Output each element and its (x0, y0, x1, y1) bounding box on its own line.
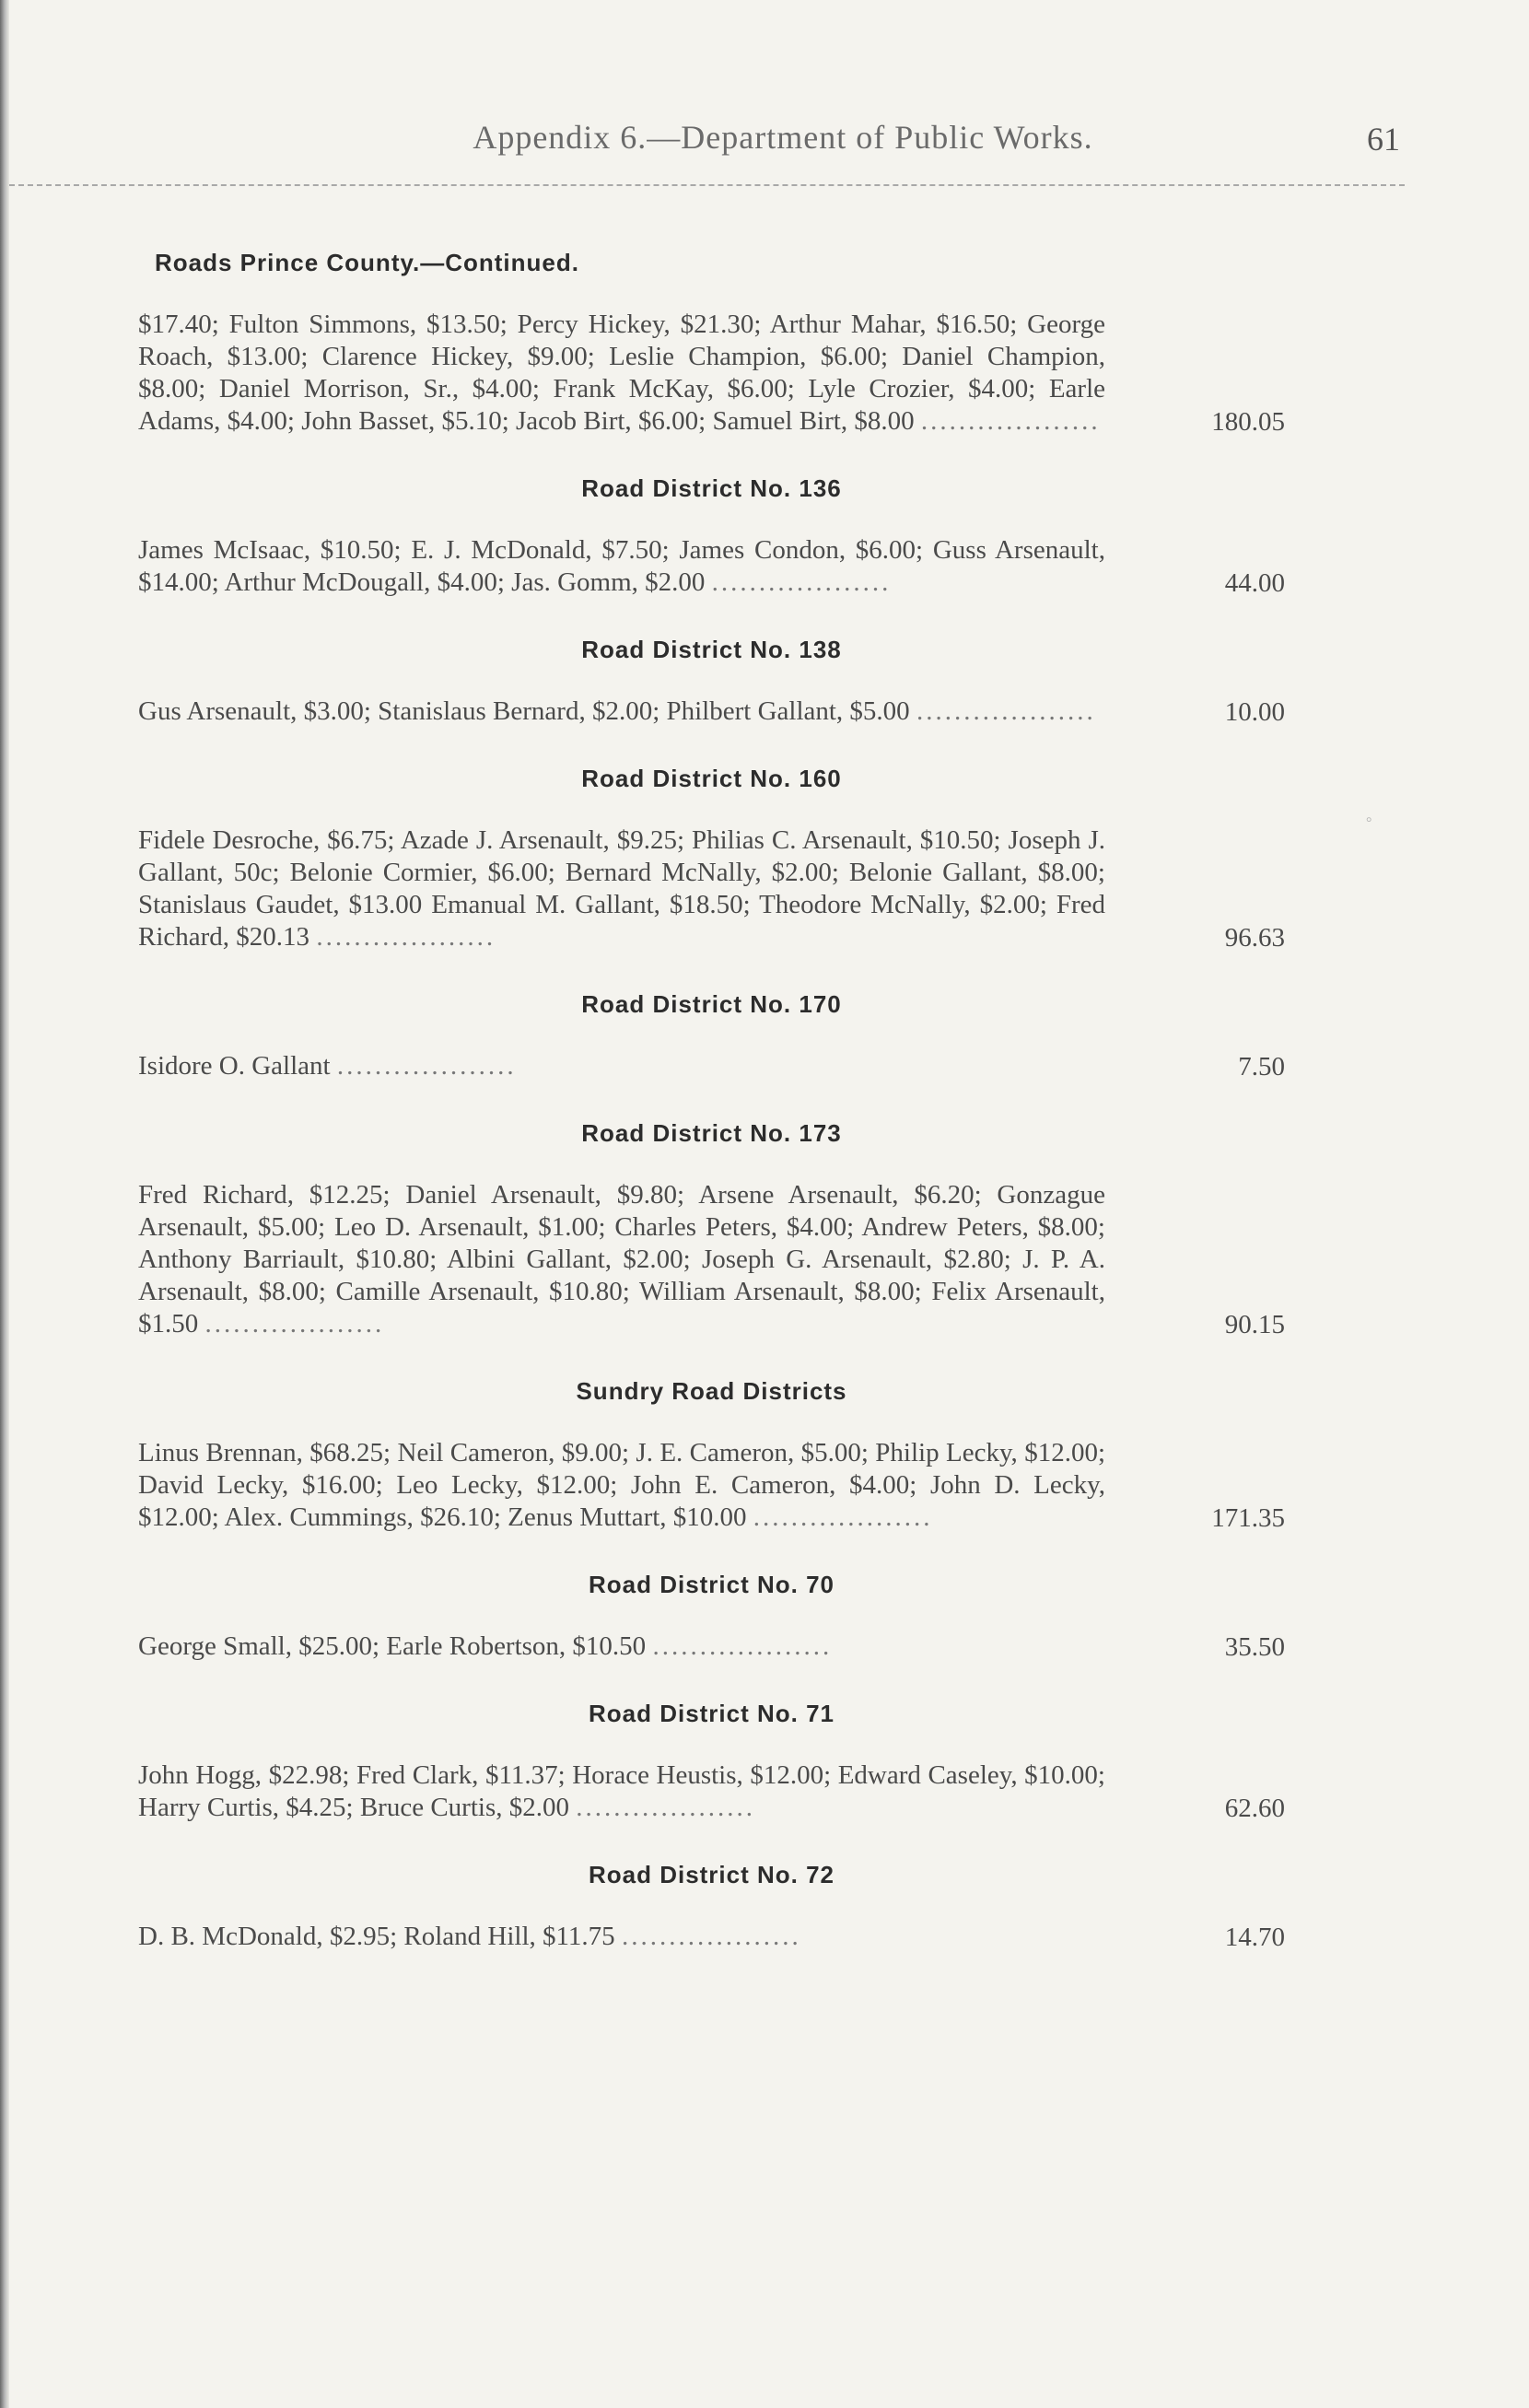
entry-total: 44.00 (1224, 568, 1285, 598)
entry-total: 10.00 (1224, 697, 1285, 727)
entry-total: 180.05 (1211, 407, 1285, 437)
page-binding-edge (0, 0, 9, 2408)
entry-text: D. B. McDonald, $2.95; Roland Hill, $11.75 ................... (138, 1922, 801, 1951)
section-entry (138, 1050, 1285, 1082)
page-number: 61 (1367, 121, 1400, 158)
entry-text: John Hogg, $22.98; Fred Clark, $11.37; Horace Heustis, $12.00; Edward Caseley, $10.00; Harry Curtis, $4.25; Bruce Curtis, $2.00 ................... (138, 1760, 1105, 1822)
entry-text: Fred Richard, $12.25; Daniel Arsenault, $9.80; Arsene Arsenault, $6.20; Gonzague Arsenault, $5.00; Leo D. Arsenault, $1.00; Charles Peters, $4.00; Andrew Peters, $8.00; Anthony Barriault, $10.80; Albini Gallant, $2.00; Joseph G. Arsenault, $2.80; J. P. A. Arsenault, $8.00; Camille Arsenault, $10.80; William Arsenault, $8.00; Felix Arsenault, $1.50 ................... (138, 1180, 1105, 1338)
entry-text: James McIsaac, $10.50; E. J. McDonald, $7.50; James Condon, $6.00; Guss Arsenault, $14.00; Arthur McDougall, $4.00; Jas. Gomm, $2.00 ................... (138, 535, 1105, 597)
section-entry (138, 1921, 1285, 1953)
section-title: Road District No. 71 (588, 1700, 835, 1727)
dot-leader: ................... (711, 567, 892, 597)
entry-text: Isidore O. Gallant ................... (138, 1051, 517, 1081)
section-entry (138, 309, 1285, 438)
dot-leader: ................... (204, 1309, 385, 1338)
stray-mark: ° (1366, 815, 1372, 831)
entry-text: Fidele Desroche, $6.75; Azade J. Arsenault, $9.25; Philias C. Arsenault, $10.50; Joseph J. Gallant, 50c; Belonie Cormier, $6.00; Bernard McNally, $2.00; Belonie Gallant, $8.00; Stanislaus Gaudet, $13.00 Emanual M. Gallant, $18.50; Theodore McNally, $2.00; Fred Richard, $20.13 ................... (138, 825, 1105, 952)
entry-text: $17.40; Fulton Simmons, $13.50; Percy Hickey, $21.30; Arthur Mahar, $16.50; George Roach, $13.00; Clarence Hickey, $9.00; Leslie Champion, $6.00; Daniel Champion, $8.00; Daniel Morrison, Sr., $4.00; Frank McKay, $6.00; Lyle Crozier, $4.00; Earle Adams, $4.00; John Basset, $5.10; Jacob Birt, $6.00; Samuel Birt, $8.00 ................... (138, 310, 1105, 436)
section-title: Road District No. 70 (588, 1571, 835, 1598)
section-entry (138, 1179, 1285, 1340)
dot-leader: ................... (621, 1922, 801, 1951)
header-rule (9, 184, 1405, 186)
dot-leader: ................... (916, 696, 1096, 726)
section-title: Road District No. 170 (581, 990, 842, 1018)
dot-leader: ................... (652, 1631, 833, 1661)
section-title: Road District No. 136 (581, 474, 842, 502)
dot-leader: ................... (576, 1793, 755, 1822)
entry-text: George Small, $25.00; Earle Robertson, $10.50 ................... (138, 1631, 833, 1661)
entry-text: Gus Arsenault, $3.00; Stanislaus Bernard, $2.00; Philbert Gallant, $5.00 ................... (138, 696, 1096, 726)
section-entry (138, 1631, 1285, 1663)
section-entry (138, 824, 1285, 953)
dot-leader: ................... (336, 1051, 517, 1081)
entry-total: 7.50 (1238, 1052, 1285, 1081)
section-title: Road District No. 72 (588, 1861, 835, 1888)
section-title: Road District No. 160 (581, 765, 842, 792)
page-header (166, 118, 1400, 173)
section-entry (138, 696, 1285, 728)
section-entry (138, 534, 1285, 599)
page-content (138, 249, 1285, 1990)
entry-total: 62.60 (1224, 1794, 1285, 1823)
section-title: Road District No. 138 (581, 636, 842, 663)
dot-leader: ................... (316, 922, 496, 952)
section-entry (138, 1759, 1285, 1824)
section-title: Sundry Road Districts (576, 1377, 847, 1405)
entry-total: 96.63 (1224, 923, 1285, 953)
section-title: Road District No. 173 (581, 1119, 842, 1147)
running-title: Appendix 6.—Department of Public Works. (473, 119, 1093, 156)
dot-leader: ................... (753, 1502, 933, 1532)
entry-total: 171.35 (1211, 1503, 1285, 1533)
entry-total: 35.50 (1224, 1632, 1285, 1662)
entry-text: Linus Brennan, $68.25; Neil Cameron, $9.00; J. E. Cameron, $5.00; Philip Lecky, $12.00; David Lecky, $16.00; Leo Lecky, $12.00; John E. Cameron, $4.00; John D. Lecky, $12.00; Alex. Cummings, $26.10; Zenus Muttart, $10.00 ................... (138, 1438, 1105, 1532)
section-entry (138, 1437, 1285, 1534)
entry-total: 14.70 (1224, 1923, 1285, 1952)
entry-total: 90.15 (1224, 1310, 1285, 1339)
dot-leader: ................... (920, 406, 1101, 436)
section-title: Roads Prince County.—Continued. (155, 249, 579, 276)
